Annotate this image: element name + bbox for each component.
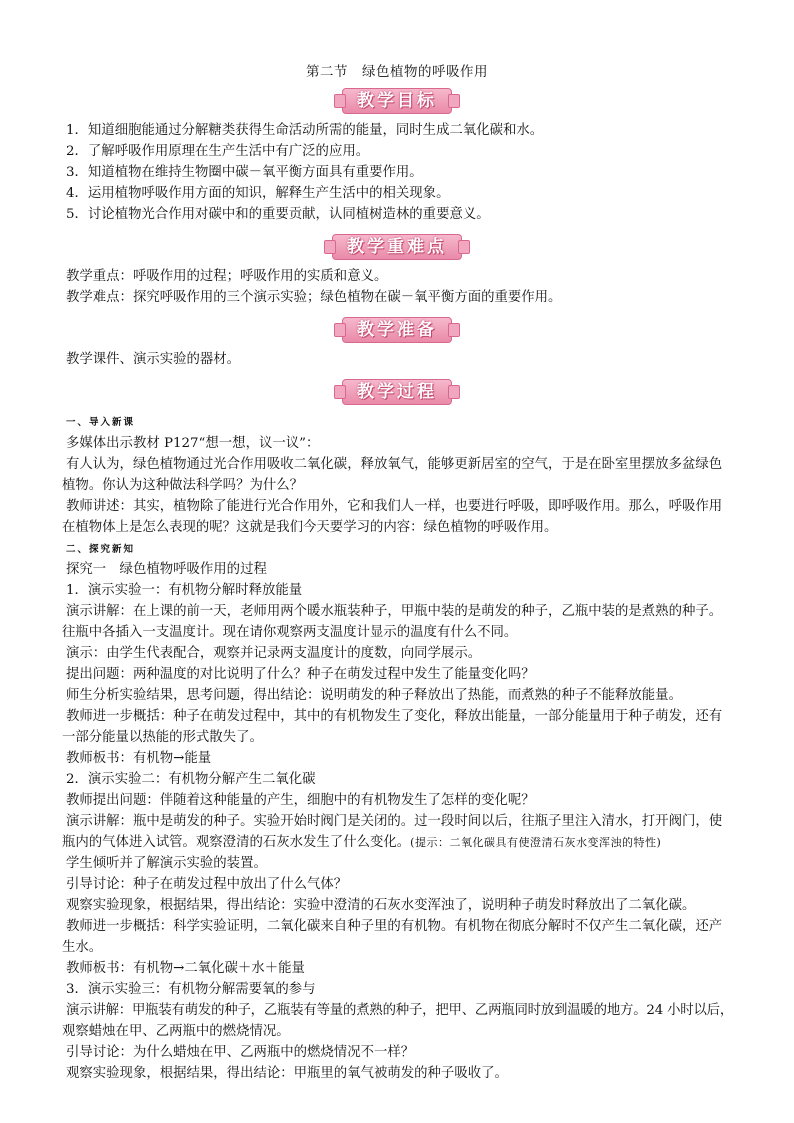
banner-objectives-label: 教学目标: [342, 88, 452, 114]
section-heading-intro: 一、导入新课: [66, 417, 136, 428]
key-focus: 教学重点：呼吸作用的过程；呼吸作用的实质和意义。: [66, 269, 388, 284]
objective-3: 3．知道植物在维持生物圈中碳－氧平衡方面具有重要作用。: [66, 165, 423, 180]
process-line: 教师板书：有机物→能量: [66, 751, 212, 766]
process-line: 有人认为，绿色植物通过光合作用吸收二氧化碳，释放氧气，能够更新居室的空气，于是在卧室里摆放多盆绿色: [66, 457, 723, 472]
process-line: 观察蜡烛在甲、乙两瓶中的燃烧情况。: [62, 1024, 290, 1039]
section-heading-explore: 二、探究新知: [66, 544, 136, 555]
process-line: 2．演示实验二：有机物分解产生二氧化碳: [66, 772, 316, 787]
process-line: 演示讲解：甲瓶装有萌发的种子，乙瓶装有等量的煮熟的种子，把甲、乙两瓶同时放到温暖的地方。24 小时以后，: [66, 1003, 734, 1018]
objective-4: 4．运用植物呼吸作用方面的知识，解释生产生活中的相关现象。: [66, 186, 450, 201]
banner-keypoints: [0, 234, 794, 260]
process-line: 师生分析实验结果，思考问题，得出结论：说明萌发的种子释放出了热能，而煮熟的种子不能释放能量。: [66, 688, 682, 703]
process-line: 在植物体上是怎么表现的呢？这就是我们今天要学习的内容：绿色植物的呼吸作用。: [62, 520, 558, 535]
objective-2: 2．了解呼吸作用原理在生产生活中有广泛的应用。: [66, 144, 370, 159]
process-line: 教师进一步概括：科学实验证明，二氧化碳来自种子里的有机物。有机物在彻底分解时不仅产生二氧化碳，还产: [66, 919, 723, 934]
process-line: 教师提出问题：伴随着这种能量的产生，细胞中的有机物发生了怎样的变化呢？: [66, 793, 535, 808]
banner-preparation-label: 教学准备: [342, 317, 452, 343]
process-line: 多媒体出示教材 P127“想一想，议一议”：: [66, 436, 320, 451]
banner-preparation: [0, 317, 794, 343]
process-line: 探究一 绿色植物呼吸作用的过程: [66, 562, 267, 577]
process-line: 演示：由学生代表配合，观察并记录两支温度计的度数，向同学展示。: [66, 646, 482, 661]
process-line: 植物。你认为这种做法科学吗？为什么？: [62, 478, 304, 493]
process-line: 引导讨论：为什么蜡烛在甲、乙两瓶中的燃烧情况不一样？: [66, 1045, 415, 1060]
process-line: 教师板书：有机物→二氧化碳＋水＋能量: [66, 961, 305, 976]
process-line: 生水。: [62, 940, 103, 955]
process-line: 观察实验现象，根据结果，得出结论：甲瓶里的氧气被萌发的种子吸收了。: [66, 1066, 508, 1081]
section-title: 第二节 绿色植物的呼吸作用: [306, 64, 488, 80]
process-line: 教师进一步概括：种子在萌发过程中，其中的有机物发生了变化，释放出能量，一部分能量用于种子萌发，还有: [66, 709, 723, 724]
objective-1: 1．知道细胞能通过分解糖类获得生命活动所需的能量，同时生成二氧化碳和水。: [66, 123, 544, 138]
hint-text: (提示：二氧化碳具有使澄清石灰水变浑浊的特性): [410, 836, 662, 849]
banner-objectives: [0, 88, 794, 114]
banner-keypoints-label: 教学重难点: [332, 234, 462, 260]
preparation-text: 教学课件、演示实验的器材。: [66, 352, 241, 367]
process-line: 教师讲述：其实，植物除了能进行光合作用外，它和我们人一样，也要进行呼吸，即呼吸作用。那么，呼吸作用: [66, 499, 723, 514]
process-line: 引导讨论：种子在萌发过程中放出了什么气体？: [66, 877, 348, 892]
process-line-text: 瓶内的气体进入试管。观察澄清的石灰水发生了什么变化。: [62, 835, 411, 850]
process-line: 观察实验现象，根据结果，得出结论：实验中澄清的石灰水变浑浊了，说明种子萌发时释放出了二氧化碳。: [66, 898, 696, 913]
objective-5: 5．讨论植物光合作用对碳中和的重要贡献，认同植树造林的重要意义。: [66, 207, 490, 222]
process-line: 1．演示实验一：有机物分解时释放能量: [66, 583, 303, 598]
process-line: [62, 833, 752, 853]
process-line: 演示讲解：瓶中是萌发的种子。实验开始时阀门是关闭的。过一段时间以后，往瓶子里注入清水，打开阀门，使: [66, 814, 723, 829]
banner-process: [0, 379, 794, 405]
process-line: 学生倾听并了解演示实验的装置。: [66, 856, 267, 871]
key-difficulty: 教学难点：探究呼吸作用的三个演示实验；绿色植物在碳－氧平衡方面的重要作用。: [66, 290, 562, 305]
process-line: 一部分能量以热能的形式散失了。: [62, 730, 263, 745]
process-line: 3．演示实验三：有机物分解需要氧的参与: [66, 982, 316, 997]
process-line: 往瓶中各插入一支温度计。现在请你观察两支温度计显示的温度有什么不同。: [62, 625, 518, 640]
process-line: 演示讲解：在上课的前一天，老师用两个暖水瓶装种子，甲瓶中装的是萌发的种子，乙瓶中装的是煮熟的种子。: [66, 604, 723, 619]
process-line: 提出问题：两种温度的对比说明了什么？种子在萌发过程中发生了能量变化吗？: [66, 667, 535, 682]
banner-process-label: 教学过程: [342, 379, 452, 405]
